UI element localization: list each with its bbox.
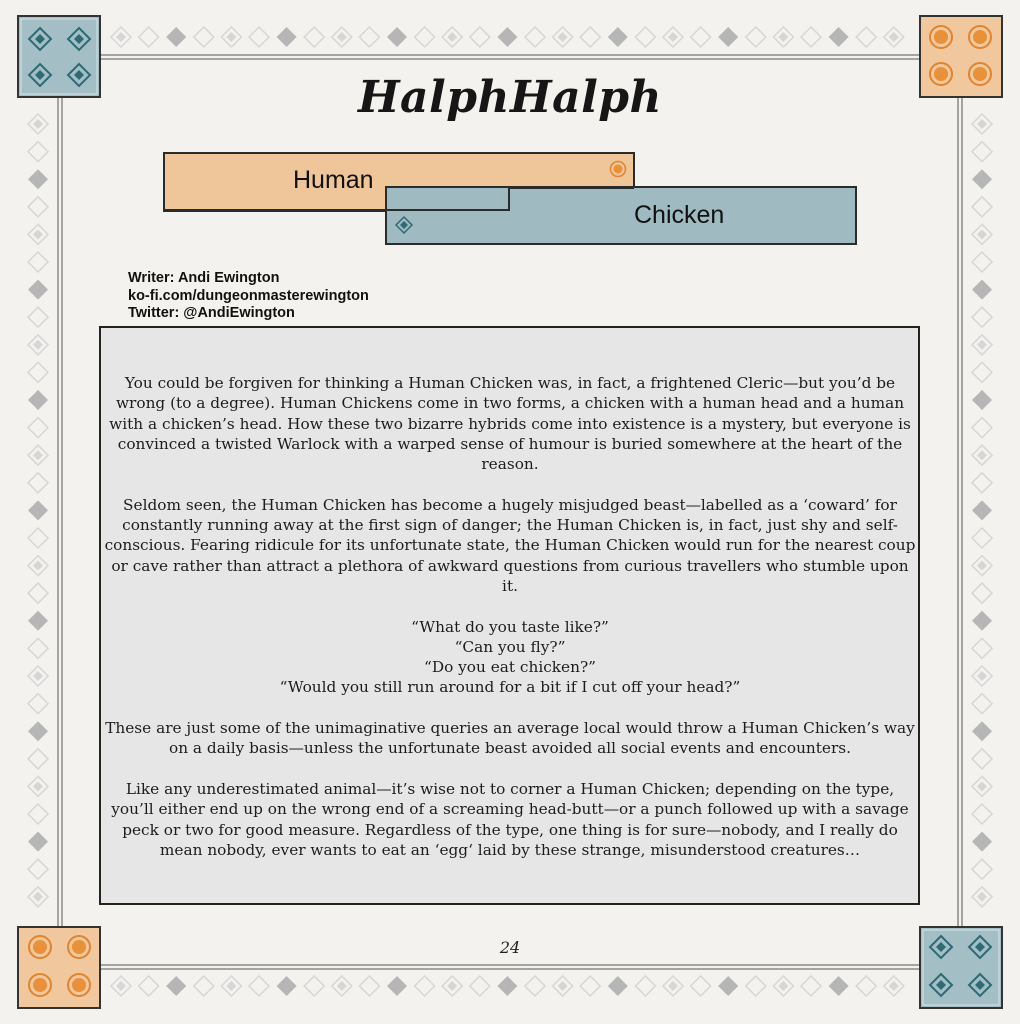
border-diamond	[691, 27, 711, 47]
border-diamond	[972, 307, 992, 327]
border-diamond	[972, 749, 992, 769]
border-diamond-inner	[558, 981, 568, 991]
border-diamond	[28, 169, 48, 189]
border-diamond	[972, 638, 992, 658]
border-diamond	[497, 976, 517, 996]
border-diamond	[28, 197, 48, 217]
border-diamond	[972, 473, 992, 493]
border-diamond-inner	[778, 32, 788, 42]
paragraph: Like any underestimated animal—it’s wise not to corner a Human Chicken; depending on the type, you’ll either end up on the wrong end of a screaming head-butt—or a punch followed up with a savage peck or two for good measure. Regardless of the type, one thing is for sure—nobody, and I really do mean nobody, ever wants to eat an ‘egg‘ laid by these strange, misunderstood creatures…	[111, 779, 909, 859]
border-diamond	[194, 27, 214, 47]
border-diamond	[580, 976, 600, 996]
border-diamond-inner	[33, 229, 43, 239]
credits	[128, 270, 369, 323]
border-diamond	[691, 976, 711, 996]
border-diamond	[28, 832, 48, 852]
border-diamond	[194, 976, 214, 996]
border-diamond	[28, 252, 48, 272]
border-diamond-inner	[116, 32, 126, 42]
quote: “Would you still run around for a bit if I cut off your head?”	[279, 678, 741, 697]
border-diamond	[28, 611, 48, 631]
paragraph: You could be forgiven for thinking a Human Chicken was, in fact, a frightened Cleric—but you’d be wrong (to a degree). Human Chickens come in two forms, a chicken with a human head and a human with a chicken’s head. How these two bizarre hybrids come into existence is a mystery, but everyone is convinced a twisted Warlock with a warped sense of humour is buried somewhere at the heart of the reason.	[109, 374, 911, 474]
border-diamond-inner	[778, 981, 788, 991]
border-diamond	[304, 976, 324, 996]
kofi-link[interactable]: ko-fi.com/dungeonmasterewington	[128, 287, 369, 304]
page-title: HalphHalph	[357, 72, 663, 123]
border-diamond-inner	[33, 671, 43, 681]
border-diamond	[470, 27, 490, 47]
border-diamond-inner	[33, 781, 43, 791]
border-diamond	[28, 749, 48, 769]
border-diamond	[28, 418, 48, 438]
border-diamond-inner	[558, 32, 568, 42]
border-diamond	[608, 976, 628, 996]
border-diamond	[28, 583, 48, 603]
border-diamond	[28, 528, 48, 548]
quote-list	[104, 617, 916, 698]
border-diamond	[304, 27, 324, 47]
page-number: 24	[499, 938, 521, 957]
body-text	[104, 373, 916, 880]
border-diamond	[829, 976, 849, 996]
banner-label-chicken: Chicken	[634, 201, 725, 229]
border-diamond	[972, 583, 992, 603]
border-diamond	[635, 27, 655, 47]
quote: “What do you taste like?”	[411, 617, 609, 636]
border-diamond-inner	[447, 32, 457, 42]
border-diamond	[166, 27, 186, 47]
border-diamond	[28, 362, 48, 382]
border-diamond	[277, 27, 297, 47]
border-diamond-inner	[977, 781, 987, 791]
writer-credit: Writer: Andi Ewington	[128, 270, 280, 286]
border-diamond-inner	[977, 450, 987, 460]
border-diamond-inner	[977, 561, 987, 571]
border-diamond	[635, 976, 655, 996]
border-diamond	[972, 169, 992, 189]
border-diamond	[525, 976, 545, 996]
border-diamond-inner	[668, 981, 678, 991]
border-diamond	[28, 473, 48, 493]
border-diamond	[580, 27, 600, 47]
quote: “Do you eat chicken?”	[424, 658, 596, 677]
border-diamond	[28, 280, 48, 300]
border-diamond-inner	[226, 32, 236, 42]
border-diamond-inner	[33, 892, 43, 902]
border-diamond	[972, 390, 992, 410]
border-diamond	[972, 197, 992, 217]
border-diamond	[415, 27, 435, 47]
border-diamond	[166, 976, 186, 996]
border-diamond	[746, 27, 766, 47]
border-diamond-inner	[116, 981, 126, 991]
border-diamond	[28, 638, 48, 658]
border-diamond	[972, 252, 992, 272]
border-diamond	[28, 500, 48, 520]
border-diamond	[972, 500, 992, 520]
border-diamond	[28, 307, 48, 327]
border-diamond	[718, 27, 738, 47]
banner-overlap-step	[163, 152, 635, 245]
border-diamond	[249, 976, 269, 996]
border-diamond	[387, 27, 407, 47]
border-diamond	[972, 859, 992, 879]
border-diamond	[525, 27, 545, 47]
paragraph: These are just some of the unimaginative queries an average local would throw a Human Chicken’s way on a daily basis—unless the unfortunate beast avoided all social events and encounters.	[105, 719, 915, 758]
border-diamond	[28, 721, 48, 741]
border-diamond	[497, 27, 517, 47]
border-diamond	[972, 528, 992, 548]
border-diamond	[28, 859, 48, 879]
border-diamond-inner	[447, 981, 457, 991]
border-diamond	[28, 804, 48, 824]
border-diamond-inner	[33, 561, 43, 571]
border-diamond	[28, 390, 48, 410]
border-diamond-inner	[889, 981, 899, 991]
border-diamond	[28, 694, 48, 714]
border-diamond	[608, 27, 628, 47]
border-diamond-inner	[977, 671, 987, 681]
border-diamond-inner	[337, 32, 347, 42]
border-diamond	[801, 976, 821, 996]
border-diamond	[829, 27, 849, 47]
border-diamond-inner	[33, 340, 43, 350]
border-diamond	[972, 804, 992, 824]
twitter-handle[interactable]: Twitter: @AndiEwington	[128, 305, 295, 321]
border-diamond	[415, 976, 435, 996]
border-diamond	[856, 976, 876, 996]
border-diamond	[856, 27, 876, 47]
border-diamond	[359, 27, 379, 47]
border-diamond	[277, 976, 297, 996]
border-diamond-inner	[226, 981, 236, 991]
border-diamond	[387, 976, 407, 996]
border-diamond	[249, 27, 269, 47]
border-diamond	[139, 27, 159, 47]
border-diamond-inner	[668, 32, 678, 42]
border-diamond	[972, 362, 992, 382]
border-diamond	[972, 832, 992, 852]
banner-label-human: Human	[293, 166, 374, 194]
border-diamond-inner	[977, 340, 987, 350]
border-diamond	[139, 976, 159, 996]
border-diamond	[718, 976, 738, 996]
border-diamond	[746, 976, 766, 996]
border-diamond	[972, 611, 992, 631]
border-diamond-inner	[977, 892, 987, 902]
border-diamond-inner	[33, 450, 43, 460]
border-diamond	[801, 27, 821, 47]
border-diamond	[972, 694, 992, 714]
border-diamond	[972, 142, 992, 162]
border-diamond-inner	[337, 981, 347, 991]
border-diamond	[972, 280, 992, 300]
border-diamond	[470, 976, 490, 996]
paragraph: Seldom seen, the Human Chicken has become a hugely misjudged beast—labelled as a ‘coward’ for constantly running away at the first sign of danger; the Human Chicken is, in fact, just shy and self-conscious. Fearing ridicule for its unfortunate state, the Human Chicken would run for the nearest coup or cave rather than attract a plethora of awkward questions from curious travellers who stumble upon it.	[104, 495, 916, 595]
border-diamond	[359, 976, 379, 996]
border-diamond	[972, 418, 992, 438]
border-diamond-inner	[889, 32, 899, 42]
quote: “Can you fly?”	[454, 637, 566, 656]
border-diamond	[972, 721, 992, 741]
border-diamond-inner	[977, 229, 987, 239]
border-diamond	[28, 142, 48, 162]
